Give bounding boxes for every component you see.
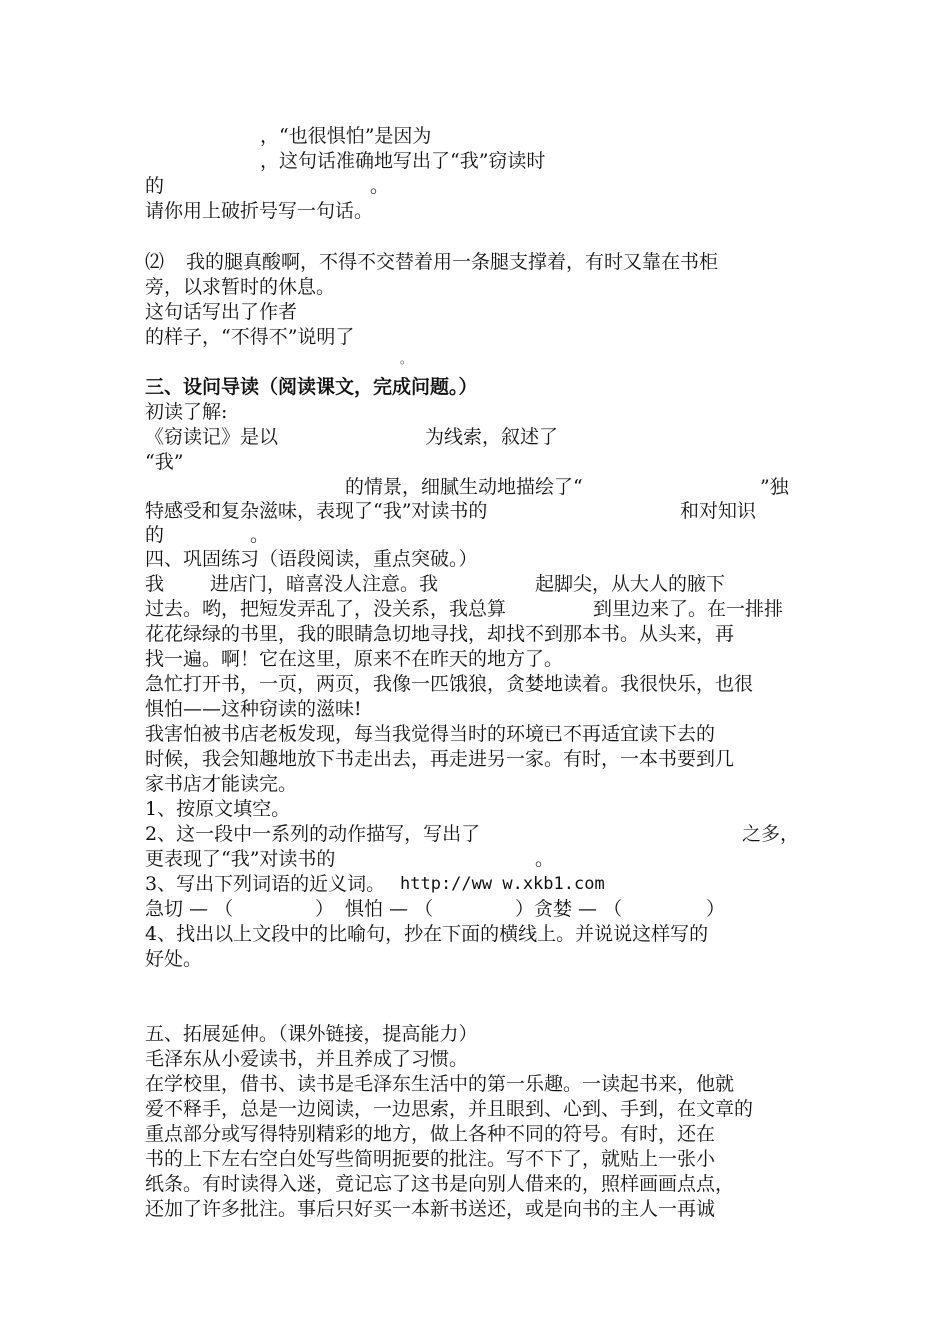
sec4-q3a: 3、写出下列词语的近义词。 xyxy=(145,873,386,895)
sec3-heading: 三、设问导读（阅读课文，完成问题。） xyxy=(145,376,478,398)
sec3-line-3a: 的情景，细腻生动地描绘了“ xyxy=(345,476,583,498)
sec4-q2a: 2、这一段中一系列的动作描写，写出了 xyxy=(145,823,481,845)
sec5-line-5: 书的上下左右空白处写些简明扼要的批注。写不下了，就贴上一张小 xyxy=(145,1148,716,1170)
sec4-q2d: 。 xyxy=(535,848,555,870)
sec4-q3-word-2-end: ）贪婪 — （ xyxy=(515,898,623,920)
q1-line-1: ，“也很惧怕”是因为 xyxy=(260,125,432,147)
q2-line-1: 我的腿真酸啊，不得不交替着用一条腿支撑着，有时又靠在书柜 xyxy=(186,251,719,273)
sec5-line-3: 爱不释手，总是一边阅读，一边思索，并且眼到、心到、手到，在文章的 xyxy=(145,1098,754,1120)
sec4-p2b: 到里边来了。在一排排 xyxy=(593,598,784,620)
sec4-p8: 时候，我会知趣地放下书走出去，再走进另一家。有时，一本书要到几 xyxy=(145,748,735,770)
sec3-line-3b: ”独 xyxy=(760,476,789,498)
sec4-p5: 急忙打开书，一页，两页，我像一匹饿狼，贪婪地读着。我很快乐，也很 xyxy=(145,673,754,695)
sec3-line-4b: 和对知识 xyxy=(680,500,757,522)
sec4-q4a: 4、找出以上文段中的比喻句，抄在下面的横线上。并说说这样写的 xyxy=(145,923,709,945)
q1-line-3a: 的 xyxy=(145,175,165,197)
sec4-p9: 家书店才能读完。 xyxy=(145,773,298,795)
sec4-heading: 四、巩固练习（语段阅读，重点突破。） xyxy=(145,548,478,570)
sec5-line-6: 纸条。有时读得入迷，竟记忘了这书是向别人借来的，照样画画点点， xyxy=(145,1173,735,1195)
sec3-line-4a: 特感受和复杂滋味，表现了“我”对读书的 xyxy=(145,500,488,522)
sec4-q3-word-1: 急切 — （ xyxy=(145,898,234,920)
sec4-p2a: 过去。哟，把短发弄乱了，没关系，我总算 xyxy=(145,598,507,620)
q2-number: ⑵ xyxy=(145,251,165,273)
sec4-q1: 1、按原文填空。 xyxy=(145,798,291,820)
sec4-p6: 惧怕——这种窃读的滋味! xyxy=(145,698,362,720)
sec5-line-4: 重点部分或写得特别精彩的地方，做上各种不同的符号。有时，还在 xyxy=(145,1123,716,1145)
q2-line-4: 的样子，“不得不”说明了 xyxy=(145,326,355,348)
sec5-heading: 五、拓展延伸。（课外链接，提高能力） xyxy=(145,1023,478,1045)
q2-line-3: 这句话写出了作者 xyxy=(145,301,298,323)
q2-line-5: 。 xyxy=(400,352,413,366)
q2-line-2: 旁，以求暂时的休息。 xyxy=(145,276,336,298)
sec4-q3-word-1-end: ） xyxy=(315,898,335,920)
sec4-q2b: 之多， xyxy=(742,823,800,845)
sec3-line-1b: 为线索，叙述了 xyxy=(425,426,559,448)
q1-line-3b: 。 xyxy=(370,175,390,197)
sec4-p4: 找一遍。啊！它在这里，原来不在昨天的地方了。 xyxy=(145,648,564,670)
sec5-line-2: 在学校里，借书、读书是毛泽东生活中的第一乐趣。一读起书来，他就 xyxy=(145,1073,735,1095)
sec4-p3: 花花绿绿的书里，我的眼睛急切地寻找，却找不到那本书。从头来，再 xyxy=(145,623,735,645)
sec5-line-7: 还加了许多批注。事后只好买一本新书送还，或是向书的主人一再诚 xyxy=(145,1198,716,1220)
sec4-q3-url: http://ww w.xkb1.com xyxy=(400,874,605,894)
sec4-q3-word-3-end: ） xyxy=(706,898,726,920)
q1-line-4: 请你用上破折号写一句话。 xyxy=(145,200,374,222)
sec4-p1a: 我 xyxy=(145,573,165,595)
sec3-sub: 初读了解: xyxy=(145,401,228,423)
sec3-line-1a: 《窃读记》是以 xyxy=(145,426,279,448)
sec4-p7: 我害怕被书店老板发现，每当我觉得当时的环境已不再适宜读下去的 xyxy=(145,723,716,745)
sec4-p1b: 进店门，暗喜没人注意。我 xyxy=(210,573,439,595)
sec3-line-5b: 。 xyxy=(250,524,270,546)
q1-line-2: ，这句话准确地写出了“我”窃读时 xyxy=(260,150,546,172)
sec4-q4b: 好处。 xyxy=(145,948,203,970)
sec5-line-1: 毛泽东从小爱读书，并且养成了习惯。 xyxy=(145,1048,469,1070)
sec4-q3-word-2: 惧怕 — （ xyxy=(345,898,434,920)
sec3-line-5a: 的 xyxy=(145,524,165,546)
sec3-line-2: “我” xyxy=(145,451,184,473)
sec4-p1c: 起脚尖，从大人的腋下 xyxy=(535,573,726,595)
sec4-q2c: 更表现了“我”对读书的 xyxy=(145,848,336,870)
